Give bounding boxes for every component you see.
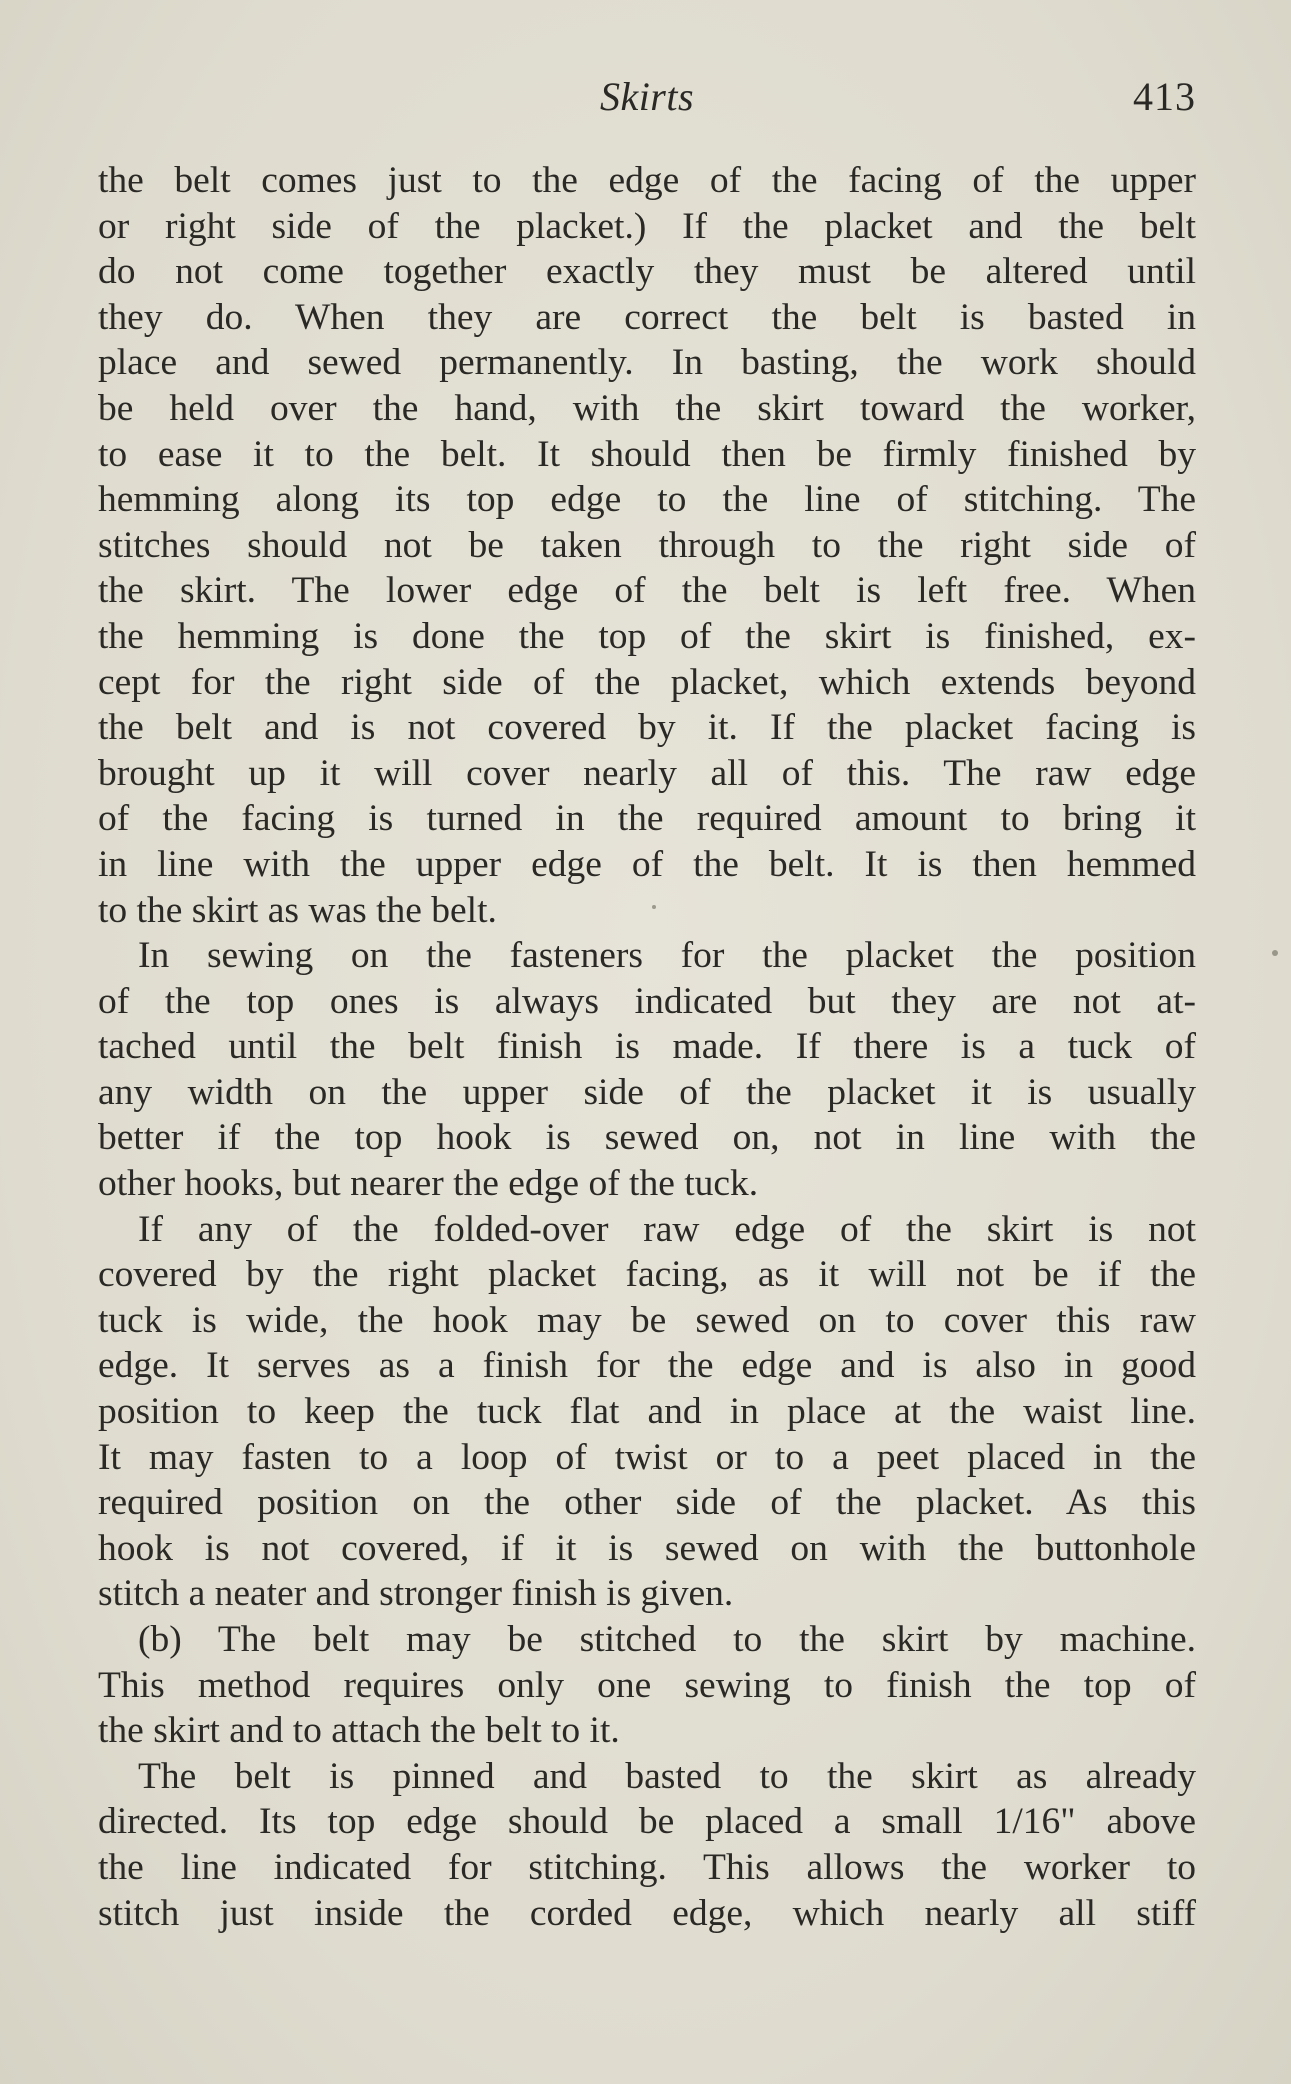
text-line: (b) The belt may be stitched to the skirt by machine. <box>138 1619 1196 1660</box>
text-line: covered by the right placket facing, as it will not be if the <box>98 1254 1196 1296</box>
text-line: position to keep the tuck flat and in place at the waist line. <box>98 1391 1196 1433</box>
paper-speck <box>1272 950 1278 956</box>
text-line: or right side of the placket.) If the placket and the belt <box>98 205 1196 247</box>
text-line: directed. Its top edge should be placed a small 1/16" above <box>98 1801 1196 1843</box>
paragraph <box>98 933 1196 1207</box>
text-line: they do. When they are correct the belt is basted in <box>98 296 1196 338</box>
text-line: the line indicated for stitching. This allows the worker to <box>98 1846 1196 1888</box>
text-line: stitch a neater and stronger finish is given. <box>98 1573 734 1615</box>
text-line: be held over the hand, with the skirt toward the worker, <box>98 387 1196 429</box>
text-line: edge. It serves as a finish for the edge and is also in good <box>98 1345 1196 1387</box>
text-line: cept for the right side of the placket, which extends beyond <box>98 661 1196 703</box>
paragraph <box>98 1754 1196 1936</box>
text-line: stitch just inside the corded edge, which nearly all stiff <box>98 1892 1196 1934</box>
text-line: do not come together exactly they must be altered until <box>98 251 1196 293</box>
text-line: the belt and is not covered by it. If the placket facing is <box>98 707 1196 749</box>
paragraph <box>98 158 1196 933</box>
text-line: of the facing is turned in the required amount to bring it <box>98 798 1196 840</box>
text-line: to ease it to the belt. It should then be firmly finished by <box>98 433 1196 475</box>
body-text <box>98 158 1196 1936</box>
text-line: brought up it will cover nearly all of this. The raw edge <box>98 752 1196 794</box>
text-line: If any of the folded-over raw edge of the skirt is not <box>138 1208 1196 1250</box>
text-line: the skirt. The lower edge of the belt is left free. When <box>98 570 1196 612</box>
paper-speck <box>652 905 656 909</box>
text-line: tuck is wide, the hook may be sewed on to cover this raw <box>98 1299 1196 1341</box>
running-title: Skirts <box>599 74 695 119</box>
text-line: place and sewed permanently. In basting, the work should <box>98 342 1196 384</box>
text-line: any width on the upper side of the placket it is usually <box>98 1071 1196 1113</box>
text-line: hook is not covered, if it is sewed on with the buttonhole <box>98 1527 1196 1569</box>
text-line: In sewing on the fasteners for the placket the position <box>138 935 1196 977</box>
running-head <box>98 72 1196 122</box>
text-line: It may fasten to a loop of twist or to a peet placed in the <box>98 1436 1196 1478</box>
paragraph <box>98 1207 1196 1617</box>
text-line: This method requires only one sewing to finish the top of <box>98 1664 1196 1706</box>
text-line: in line with the upper edge of the belt. It is then hemmed <box>98 843 1196 885</box>
text-line: better if the top hook is sewed on, not in line with the <box>98 1117 1196 1159</box>
text-line: other hooks, but nearer the edge of the tuck. <box>98 1163 759 1205</box>
text-line: hemming along its top edge to the line of stitching. The <box>98 479 1196 521</box>
text-line: stitches should not be taken through to the right side of <box>98 524 1196 566</box>
text-line: the skirt and to attach the belt to it. <box>98 1710 620 1752</box>
text-line: the belt comes just to the edge of the facing of the upper <box>98 160 1196 201</box>
paragraph <box>98 1617 1196 1754</box>
text-line: tached until the belt finish is made. If there is a tuck of <box>98 1026 1196 1068</box>
text-line: of the top ones is always indicated but they are not at- <box>98 980 1196 1022</box>
text-line: the hemming is done the top of the skirt is finished, ex- <box>98 615 1196 657</box>
page-number: 413 <box>1133 74 1196 119</box>
text-line: The belt is pinned and basted to the skirt as already <box>138 1755 1196 1797</box>
text-line: to the skirt as was the belt. <box>98 889 497 931</box>
text-line: required position on the other side of the placket. As this <box>98 1482 1196 1524</box>
